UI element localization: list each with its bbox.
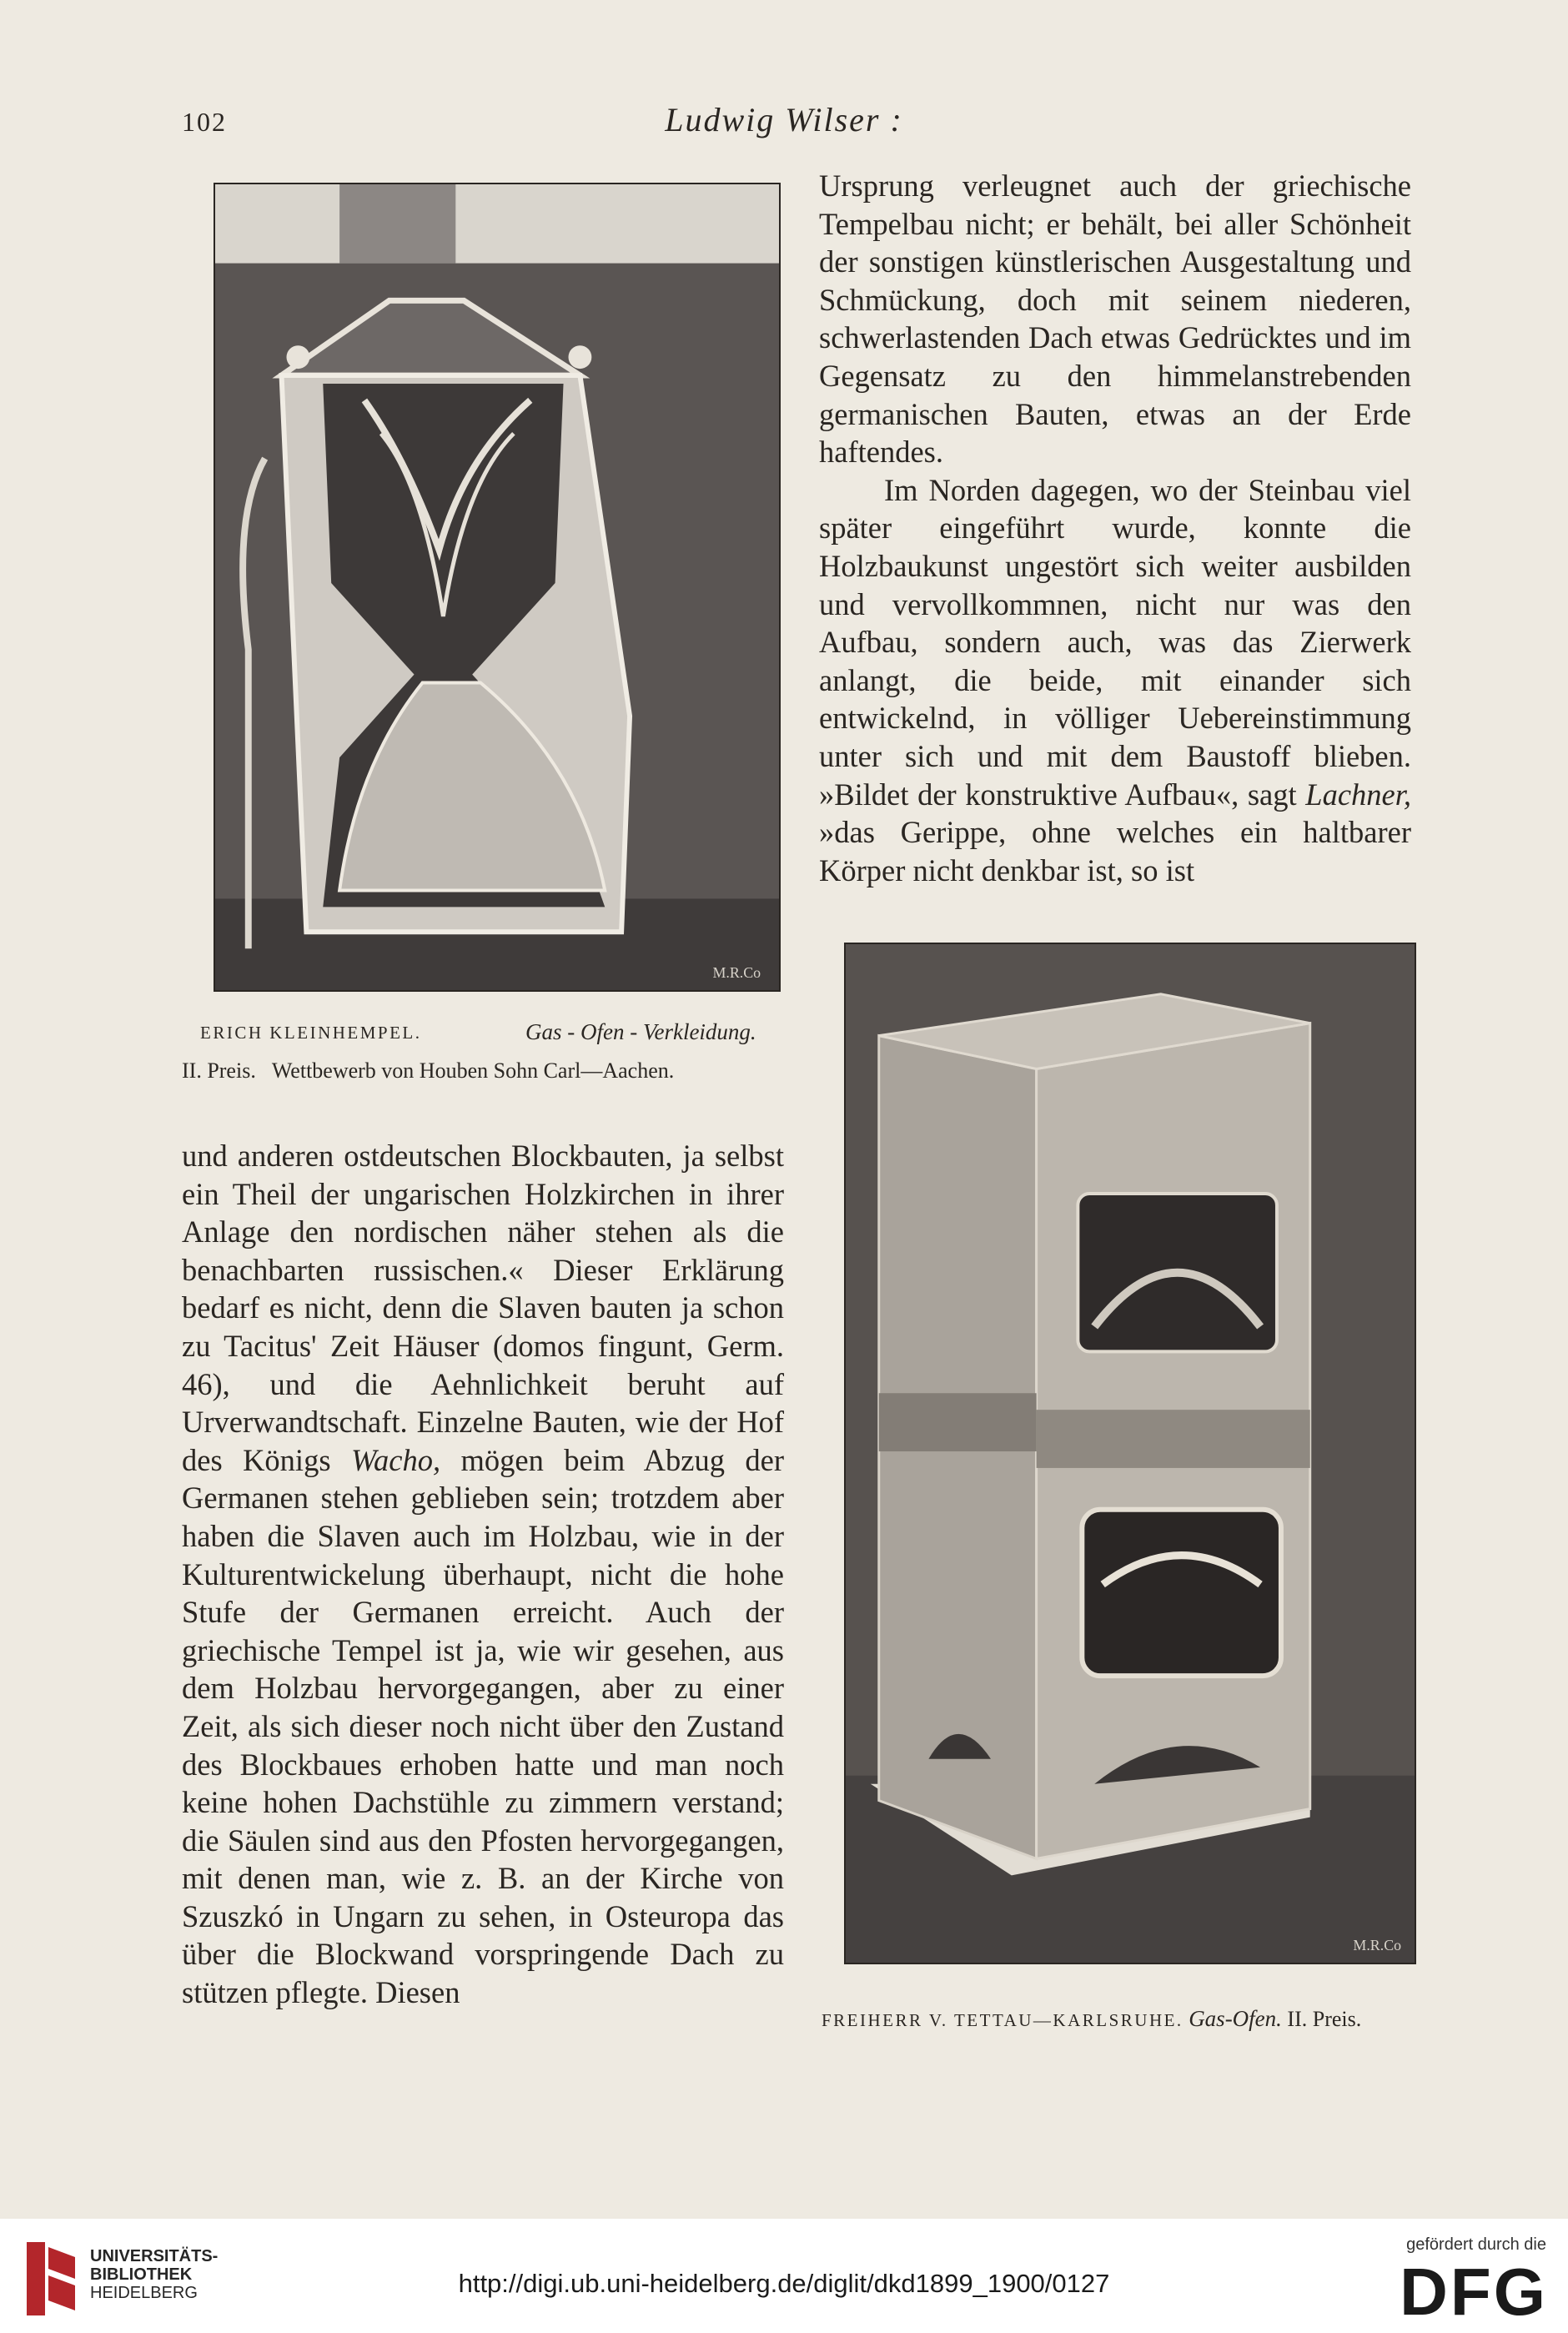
caption-prize: II. Preis. — [1287, 2007, 1362, 2031]
digitization-footer — [0, 2219, 1568, 2333]
text-run: »das Gerippe, ohne welches ein haltbarer Körper nicht denkbar ist, so ist — [819, 815, 1411, 887]
text-run: und anderen ostdeutschen Blockbauten, ja selbst ein Theil der ungarischen Holzkirchen in ihrer Anlage den nordischen näher stehen als die benachbarten russischen.« Dieser Erklärung bedarf es nicht, denn die Slaven bauten ja schon zu Tacitus' Zeit Häuser (domos fingunt, Germ. 46), und die Aehnlichkeit beruht auf Urverwandtschaft. Einzelne Bauten, wie der Hof des Königs — [182, 1139, 784, 1477]
page-number: 102 — [182, 107, 227, 137]
illustration-gas-oven-cover — [214, 183, 781, 992]
text-run: mögen beim Abzug der Germanen stehen geblieben sein; trotzdem aber haben die Slaven auch im Holzbau, wie in der Kulturentwickelung überhaupt, nicht die hohe Stufe der Germanen erreicht. Auch der griechische Tempel ist ja, wie wir gesehen, aus dem Holzbau hervorgegangen, aber zu einer Zeit, als sich dieser noch nicht über den Zustand des Blockbaues erhoben hatte und man noch keine hohen Dachstühle zu zimmern verstand; die Säulen sind aus den Pfosten hervorgegangen, mit denen man, wie z. B. an der Kirche von Szuszkó in Ungarn zu sehen, in Osteuropa das über die Blockwand vorspringende Dach zu stützen pflegte. Diesen — [182, 1442, 784, 2010]
italic-name: Wacho, — [350, 1442, 441, 1477]
caption-title: Gas-Ofen. — [1189, 2006, 1282, 2031]
paragraph — [819, 471, 1411, 890]
institution-line: HEIDELBERG — [90, 2284, 198, 2302]
text-run: Im Norden dagegen, wo der Steinbau viel später eingeführt wurde, konnte die Holzbaukunst ungestört sich weiter ausbilden und vervollkommnen, nicht nur was den Aufbau, sondern auch, was das Zierwerk anlangt, die beide, mit einander sich entwickelnd, in völliger Uebereinstimmung unter sich und mit dem Baustoff blieben. »Bildet der konstruktive Aufbau«, sagt — [819, 472, 1411, 812]
caption-artist: FREIHERR V. TETTAU—KARLSRUHE. — [822, 2010, 1184, 2030]
sponsor-text: gefördert durch die — [1406, 2235, 1546, 2254]
monogram: M.R.Co — [1353, 1937, 1402, 1954]
paragraph: Ursprung verleugnet auch der griechische Tempelbau nicht; er behält, bei aller Schönheit der sonstigen künstlerischen Ausgestaltung und Schmückung, doch mit seinem niederen, schwerlastenden Dach etwas Gedrücktes und im Gegensatz zu den himmelanstrebenden germanischen Bauten, etwas an der Erde haftendes. — [819, 168, 1411, 470]
dfg-logo: DFG — [1400, 2255, 1548, 2329]
gas-oven-cover-drawing — [215, 184, 779, 990]
text-column-left — [182, 1137, 784, 2012]
illustration-gas-stove — [844, 943, 1416, 1964]
permalink-url[interactable]: http://digi.ub.uni-heidelberg.de/diglit/dkd1899_1900/0127 — [458, 2269, 1110, 2298]
monogram: M.R.Co — [712, 964, 761, 982]
caption-title: Gas - Ofen - Verkleidung. — [525, 1019, 756, 1044]
institution-line: UNIVERSITÄTS- — [90, 2247, 219, 2265]
institution-line: BIBLIOTHEK — [90, 2265, 193, 2284]
caption-competition: II. Preis. Wettbewerb von Houben Sohn Carl—Aachen. — [182, 1058, 675, 1083]
caption-artist: ERICH KLEINHEMPEL. — [200, 1023, 422, 1043]
gas-stove-drawing — [846, 944, 1415, 1963]
text-column-top-right — [819, 167, 1411, 889]
running-title: Ludwig Wilser : — [665, 101, 903, 138]
caption-gas-stove — [822, 2006, 1361, 2032]
paragraph — [182, 1137, 784, 2012]
italic-name: Lachner, — [1305, 777, 1411, 812]
